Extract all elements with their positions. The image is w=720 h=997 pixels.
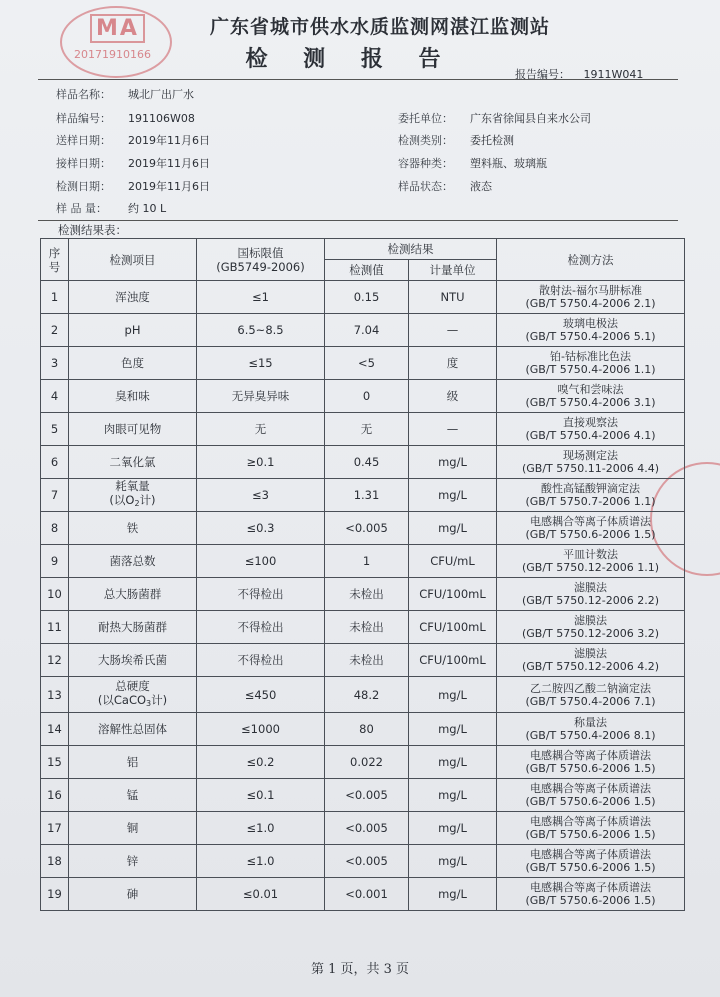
- row-value: <0.005: [325, 779, 409, 812]
- info-value: 2019年11月6日: [128, 157, 210, 170]
- row-method-standard: (GB/T 5750.4-2006 8.1): [525, 729, 656, 742]
- row-item-name: 臭和味: [115, 389, 150, 403]
- row-method-name: 酸性高锰酸钾滴定法: [541, 482, 640, 495]
- row-value: 未检出: [325, 578, 409, 611]
- row-method-name: 铂-钴标准比色法: [550, 350, 631, 363]
- info-value: 液态: [470, 180, 492, 193]
- row-value: <5: [325, 347, 409, 380]
- row-limit: 不得检出: [197, 578, 325, 611]
- row-item-name: 色度: [121, 356, 144, 370]
- info-value: 委托检测: [470, 134, 514, 147]
- row-method-standard: (GB/T 5750.4-2006 4.1): [525, 429, 656, 442]
- row-method-name: 电感耦合等离子体质谱法: [530, 782, 651, 795]
- cma-stamp: [60, 6, 172, 78]
- header-limit-1: 国标限值: [237, 245, 284, 260]
- info-label: 送样日期：: [56, 134, 111, 147]
- table-row: [41, 512, 685, 545]
- row-seq: 4: [41, 380, 69, 413]
- row-item-name: 砷: [126, 887, 139, 901]
- row-item-name: 锌: [126, 854, 139, 868]
- row-unit: 度: [409, 347, 497, 380]
- row-method-standard: (GB/T 5750.4-2006 5.1): [525, 330, 656, 343]
- info-field: [398, 155, 547, 171]
- row-seq: 19: [41, 878, 69, 911]
- row-unit: mg/L: [409, 512, 497, 545]
- row-item-name: 浑浊度: [115, 290, 150, 304]
- row-value: 0.15: [325, 281, 409, 314]
- row-method: [497, 281, 685, 314]
- report-number-label: 报告编号：: [515, 68, 570, 81]
- row-seq: 1: [41, 281, 69, 314]
- row-value: <0.005: [325, 845, 409, 878]
- row-item: [69, 446, 197, 479]
- row-unit: mg/L: [409, 479, 497, 512]
- row-method: [497, 512, 685, 545]
- row-method: [497, 314, 685, 347]
- row-limit: ≤15: [197, 347, 325, 380]
- header-result: 检测结果: [325, 239, 497, 260]
- row-unit: CFU/100mL: [409, 611, 497, 644]
- row-item: [69, 611, 197, 644]
- table-row: [41, 677, 685, 713]
- row-method-name: 电感耦合等离子体质谱法: [530, 815, 651, 828]
- row-seq: 2: [41, 314, 69, 347]
- table-row: [41, 812, 685, 845]
- info-field: [56, 110, 195, 126]
- table-row: [41, 578, 685, 611]
- row-limit: ≤0.01: [197, 878, 325, 911]
- row-seq: 14: [41, 713, 69, 746]
- row-method: [497, 812, 685, 845]
- info-label: 检测类别：: [398, 134, 453, 147]
- info-field: [56, 132, 210, 148]
- row-unit: mg/L: [409, 677, 497, 713]
- info-field: [56, 155, 210, 171]
- row-value: 48.2: [325, 677, 409, 713]
- row-limit: ≤0.1: [197, 779, 325, 812]
- row-method-standard: (GB/T 5750.4-2006 1.1): [525, 363, 656, 376]
- row-item-name: 二氧化氯: [109, 455, 156, 469]
- row-value: 0: [325, 380, 409, 413]
- row-item-name: 菌落总数: [109, 554, 156, 568]
- row-item-name: 溶解性总固体: [98, 722, 167, 736]
- info-value: 塑料瓶、玻璃瓶: [470, 157, 547, 170]
- row-item: [69, 578, 197, 611]
- row-item: [69, 746, 197, 779]
- row-item: [69, 545, 197, 578]
- row-method-standard: (GB/T 5750.12-2006 3.2): [521, 627, 660, 640]
- row-item-name: 铁: [126, 521, 139, 535]
- row-seq: 16: [41, 779, 69, 812]
- row-item: [69, 281, 197, 314]
- header-seq: [41, 239, 69, 281]
- row-method: [497, 479, 685, 512]
- row-limit: ≤1.0: [197, 845, 325, 878]
- row-item: [69, 479, 197, 512]
- row-value: <0.005: [325, 512, 409, 545]
- row-unit: 级: [409, 380, 497, 413]
- row-item: [69, 347, 197, 380]
- row-item-name: 锰: [126, 788, 139, 802]
- header-limit: [197, 239, 325, 281]
- info-divider: [38, 220, 678, 221]
- row-method: [497, 380, 685, 413]
- table-row: [41, 380, 685, 413]
- row-seq: 13: [41, 677, 69, 713]
- row-method-standard: (GB/T 5750.4-2006 3.1): [525, 396, 656, 409]
- row-seq: 15: [41, 746, 69, 779]
- row-method-name: 滤膜法: [574, 647, 607, 660]
- row-method-standard: (GB/T 5750.4-2006 2.1): [525, 297, 656, 310]
- row-limit: ≤1.0: [197, 812, 325, 845]
- header-unit: 计量单位: [409, 260, 497, 281]
- results-table-body: [41, 281, 685, 911]
- row-item: [69, 779, 197, 812]
- row-method: [497, 611, 685, 644]
- row-method-name: 嗅气和尝味法: [557, 383, 624, 396]
- table-row: [41, 644, 685, 677]
- row-value: 7.04: [325, 314, 409, 347]
- row-seq: 6: [41, 446, 69, 479]
- row-unit: mg/L: [409, 446, 497, 479]
- row-unit: mg/L: [409, 812, 497, 845]
- row-seq: 11: [41, 611, 69, 644]
- row-method: [497, 446, 685, 479]
- row-method-name: 玻璃电极法: [563, 317, 618, 330]
- row-value: 1.31: [325, 479, 409, 512]
- info-field: [56, 178, 210, 194]
- row-method-standard: (GB/T 5750.4-2006 7.1): [525, 694, 656, 708]
- row-method: [497, 545, 685, 578]
- row-item: [69, 845, 197, 878]
- row-method: [497, 644, 685, 677]
- row-method: [497, 779, 685, 812]
- row-item-note: (以O: [109, 493, 135, 507]
- row-method-name: 散射法-福尔马肼标准: [539, 284, 642, 297]
- row-limit: ≤3: [197, 479, 325, 512]
- row-method-standard: (GB/T 5750.7-2006 1.1): [525, 495, 656, 508]
- row-unit: mg/L: [409, 845, 497, 878]
- row-seq: 18: [41, 845, 69, 878]
- row-method-standard: (GB/T 5750.6-2006 1.5): [525, 828, 656, 841]
- results-table: [40, 238, 685, 911]
- row-unit: mg/L: [409, 779, 497, 812]
- row-item: [69, 512, 197, 545]
- info-value: 城北厂出厂水: [128, 88, 194, 101]
- row-seq: 17: [41, 812, 69, 845]
- row-item-note: (以CaCO: [97, 692, 147, 707]
- row-unit: CFU/mL: [409, 545, 497, 578]
- row-limit: 无: [197, 413, 325, 446]
- row-value: 未检出: [325, 644, 409, 677]
- header-seq-1: 序: [48, 245, 61, 260]
- row-seq: 8: [41, 512, 69, 545]
- table-row: [41, 446, 685, 479]
- row-seq: 9: [41, 545, 69, 578]
- row-method: [497, 578, 685, 611]
- row-value: 无: [325, 413, 409, 446]
- row-item-subscript: 3: [146, 698, 152, 708]
- table-row: [41, 545, 685, 578]
- row-method-name: 称量法: [574, 716, 607, 729]
- table-row: [41, 413, 685, 446]
- row-limit: ≤1000: [197, 713, 325, 746]
- header-divider: [38, 79, 678, 80]
- row-unit: mg/L: [409, 878, 497, 911]
- row-method-standard: (GB/T 5750.12-2006 1.1): [521, 561, 660, 574]
- row-method-standard: (GB/T 5750.12-2006 4.2): [521, 660, 660, 673]
- table-row: [41, 779, 685, 812]
- info-value: 约 10 L: [128, 202, 167, 215]
- row-limit: ≥0.1: [197, 446, 325, 479]
- row-seq: 3: [41, 347, 69, 380]
- row-seq: 5: [41, 413, 69, 446]
- row-method-name: 滤膜法: [574, 581, 607, 594]
- row-limit: ≤1: [197, 281, 325, 314]
- row-item: [69, 380, 197, 413]
- results-title: 检测结果表：: [58, 223, 127, 237]
- row-item-name: 总大肠菌群: [103, 587, 162, 601]
- page-footer: 第 1 页，共 3 页: [310, 962, 410, 977]
- row-method-standard: (GB/T 5750.6-2006 1.5): [525, 528, 656, 541]
- row-unit: —: [409, 413, 497, 446]
- row-value: 0.022: [325, 746, 409, 779]
- row-limit: ≤450: [197, 677, 325, 713]
- row-method-standard: (GB/T 5750.6-2006 1.5): [525, 861, 656, 874]
- info-label: 容器种类：: [398, 157, 453, 170]
- info-label: 样品状态：: [398, 180, 453, 193]
- row-item-name: pH: [124, 323, 141, 337]
- row-limit: ≤0.2: [197, 746, 325, 779]
- row-method-standard: (GB/T 5750.6-2006 1.5): [525, 795, 656, 808]
- row-method: [497, 878, 685, 911]
- info-value: 191106W08: [128, 112, 195, 125]
- header-seq-2: 号: [48, 259, 61, 274]
- row-method-name: 现场测定法: [563, 449, 618, 462]
- table-row: [41, 281, 685, 314]
- row-value: <0.001: [325, 878, 409, 911]
- row-method: [497, 845, 685, 878]
- row-item: [69, 314, 197, 347]
- row-value: 0.45: [325, 446, 409, 479]
- row-item-name: 耐热大肠菌群: [98, 620, 167, 634]
- cma-stamp-text: MA: [90, 14, 145, 43]
- info-label: 接样日期：: [56, 157, 111, 170]
- row-limit: 不得检出: [197, 644, 325, 677]
- cma-stamp-number: 20171910166: [74, 48, 151, 61]
- row-item-name: 大肠埃希氏菌: [98, 653, 167, 667]
- row-method-name: 电感耦合等离子体质谱法: [530, 515, 651, 528]
- row-item-name: 铜: [126, 821, 139, 835]
- row-item-name: 肉眼可见物: [103, 422, 162, 436]
- row-seq: 10: [41, 578, 69, 611]
- row-method-standard: (GB/T 5750.6-2006 1.5): [525, 894, 656, 907]
- row-item-subscript: 2: [134, 499, 140, 508]
- row-limit: ≤100: [197, 545, 325, 578]
- row-method-standard: (GB/T 5750.6-2006 1.5): [525, 762, 656, 775]
- info-value: 2019年11月6日: [128, 180, 210, 193]
- row-unit: NTU: [409, 281, 497, 314]
- row-item-name: 耗氧量: [115, 479, 150, 493]
- info-label: 样 品 量：: [56, 202, 107, 215]
- info-label: 检测日期：: [56, 180, 111, 193]
- row-item: [69, 677, 197, 713]
- info-field: [56, 200, 166, 216]
- info-label: 样品编号：: [56, 112, 111, 125]
- row-method-standard: (GB/T 5750.11-2006 4.4): [521, 462, 660, 475]
- header-limit-2: (GB5749-2006): [216, 259, 305, 274]
- row-method-standard: (GB/T 5750.12-2006 2.2): [521, 594, 660, 607]
- row-method-name: 直接观察法: [563, 416, 618, 429]
- row-method: [497, 347, 685, 380]
- table-row: [41, 611, 685, 644]
- table-row: [41, 347, 685, 380]
- row-method-name: 平皿计数法: [563, 548, 618, 561]
- table-row: [41, 713, 685, 746]
- table-row: [41, 746, 685, 779]
- row-method-name: 乙二胺四乙酸二钠滴定法: [530, 681, 651, 695]
- report-number-value: 1911W041: [583, 68, 644, 81]
- info-label: 样品名称：: [56, 88, 111, 101]
- row-value: 80: [325, 713, 409, 746]
- row-item: [69, 713, 197, 746]
- row-limit: 无异臭异味: [197, 380, 325, 413]
- row-item-note-end: 计): [139, 493, 156, 507]
- row-method-name: 电感耦合等离子体质谱法: [530, 881, 651, 894]
- row-item-name: 铝: [126, 755, 139, 769]
- info-field: [56, 86, 194, 102]
- row-method: [497, 713, 685, 746]
- row-item-note-end: 计): [151, 692, 168, 707]
- row-item: [69, 413, 197, 446]
- table-row: [41, 878, 685, 911]
- info-value: 广东省徐闻县自来水公司: [470, 112, 591, 125]
- row-seq: 12: [41, 644, 69, 677]
- info-field: [398, 178, 492, 194]
- table-row: [41, 845, 685, 878]
- header-value: 检测值: [325, 260, 409, 281]
- row-item: [69, 812, 197, 845]
- row-method-name: 滤膜法: [574, 614, 607, 627]
- row-seq: 7: [41, 479, 69, 512]
- info-value: 2019年11月6日: [128, 134, 210, 147]
- info-label: 委托单位：: [398, 112, 453, 125]
- row-limit: 不得检出: [197, 611, 325, 644]
- report-title: 检 测 报 告: [245, 46, 455, 72]
- header-item: 检测项目: [69, 239, 197, 281]
- row-value: 未检出: [325, 611, 409, 644]
- info-field: [398, 132, 514, 148]
- row-limit: ≤0.3: [197, 512, 325, 545]
- row-unit: —: [409, 314, 497, 347]
- row-method: [497, 677, 685, 713]
- row-unit: CFU/100mL: [409, 578, 497, 611]
- row-value: 1: [325, 545, 409, 578]
- row-method-name: 电感耦合等离子体质谱法: [530, 749, 651, 762]
- row-item: [69, 644, 197, 677]
- table-row: [41, 479, 685, 512]
- row-limit: 6.5~8.5: [197, 314, 325, 347]
- row-unit: mg/L: [409, 713, 497, 746]
- organization-title: 广东省城市供水水质监测网湛江监测站: [209, 16, 550, 38]
- table-row: [41, 314, 685, 347]
- row-unit: mg/L: [409, 746, 497, 779]
- info-field: [398, 110, 591, 126]
- row-method-name: 电感耦合等离子体质谱法: [530, 848, 651, 861]
- row-method: [497, 746, 685, 779]
- row-unit: CFU/100mL: [409, 644, 497, 677]
- row-item-name: 总硬度: [115, 678, 150, 693]
- header-method: 检测方法: [497, 239, 685, 281]
- row-method: [497, 413, 685, 446]
- row-value: <0.005: [325, 812, 409, 845]
- row-item: [69, 878, 197, 911]
